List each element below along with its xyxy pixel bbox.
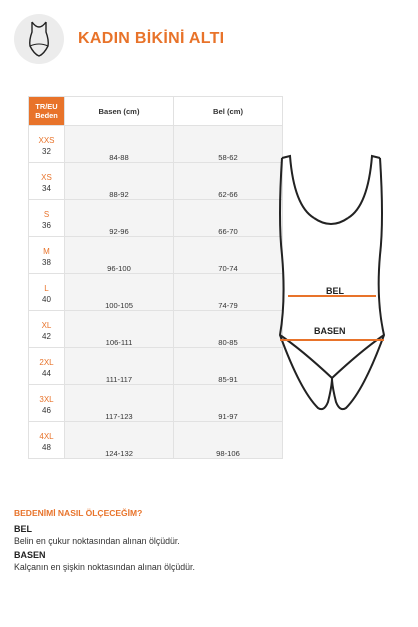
size-column-header bbox=[29, 97, 65, 126]
size-cell bbox=[29, 348, 65, 385]
size-cell bbox=[29, 274, 65, 311]
size-cell bbox=[29, 237, 65, 274]
bel-label: BEL bbox=[326, 286, 344, 296]
size-label: 2XL bbox=[39, 358, 54, 367]
size-cell bbox=[29, 385, 65, 422]
basen-value: 96-100 bbox=[65, 237, 174, 274]
guide-basen-desc: Kalçanın en şişkin noktasından alınan ölçüdür. bbox=[14, 562, 195, 572]
table-header-row bbox=[29, 97, 283, 126]
size-label: XL bbox=[41, 321, 52, 330]
bel-value: 91-97 bbox=[174, 385, 283, 422]
bel-value: 85-91 bbox=[174, 348, 283, 385]
page-title: KADIN BİKİNİ ALTI bbox=[78, 30, 225, 47]
body-figure bbox=[270, 150, 395, 420]
bel-value: 80-85 bbox=[174, 311, 283, 348]
basen-label: BASEN bbox=[314, 326, 346, 336]
guide-basen-term: BASEN bbox=[14, 550, 46, 560]
size-number: 34 bbox=[42, 184, 51, 193]
size-label: XS bbox=[41, 173, 52, 182]
figure-neckline bbox=[314, 218, 348, 224]
size-label: S bbox=[43, 210, 50, 219]
table-row bbox=[29, 348, 283, 385]
size-label: L bbox=[44, 284, 49, 293]
size-number: 38 bbox=[42, 258, 51, 267]
size-cell bbox=[29, 163, 65, 200]
size-number: 44 bbox=[42, 369, 51, 378]
table-row bbox=[29, 422, 283, 459]
size-cell bbox=[29, 200, 65, 237]
guide-title: BEDENİMİ NASIL ÖLÇECEĞİM? bbox=[14, 508, 143, 518]
bel-value: 74-79 bbox=[174, 274, 283, 311]
basen-value: 106-111 bbox=[65, 311, 174, 348]
bel-column-header: Bel (cm) bbox=[174, 97, 283, 126]
basen-value: 88-92 bbox=[65, 163, 174, 200]
basen-value: 100-105 bbox=[65, 274, 174, 311]
size-number: 32 bbox=[42, 147, 51, 156]
size-label: 3XL bbox=[39, 395, 54, 404]
table-row bbox=[29, 385, 283, 422]
bel-value: 58-62 bbox=[174, 126, 283, 163]
basen-value: 84-88 bbox=[65, 126, 174, 163]
size-label: M bbox=[43, 247, 50, 256]
size-label: XXS bbox=[38, 136, 55, 145]
basen-value: 124-132 bbox=[65, 422, 174, 459]
bel-value: 70-74 bbox=[174, 237, 283, 274]
basen-value: 111-117 bbox=[65, 348, 174, 385]
header bbox=[14, 14, 404, 66]
figure-strap-right bbox=[348, 156, 380, 218]
size-number: 36 bbox=[42, 221, 51, 230]
table-row bbox=[29, 274, 283, 311]
table-row bbox=[29, 311, 283, 348]
table-row bbox=[29, 126, 283, 163]
table-row bbox=[29, 200, 283, 237]
size-number: 48 bbox=[42, 443, 51, 452]
table-row bbox=[29, 237, 283, 274]
size-number: 40 bbox=[42, 295, 51, 304]
size-cell bbox=[29, 422, 65, 459]
size-header-line2: Beden bbox=[35, 111, 58, 120]
bel-value: 62-66 bbox=[174, 163, 283, 200]
basen-value: 117-123 bbox=[65, 385, 174, 422]
bel-value: 98-106 bbox=[174, 422, 283, 459]
size-cell bbox=[29, 311, 65, 348]
basen-column-header: Basen (cm) bbox=[65, 97, 174, 126]
size-number: 42 bbox=[42, 332, 51, 341]
figure-strap-left bbox=[282, 156, 314, 218]
guide-bel-desc: Belin en çukur noktasından alınan ölçüdür. bbox=[14, 536, 180, 546]
table-row bbox=[29, 163, 283, 200]
bel-value: 66-70 bbox=[174, 200, 283, 237]
logo bbox=[14, 14, 64, 64]
size-table bbox=[28, 96, 283, 459]
size-number: 46 bbox=[42, 406, 51, 415]
size-label: 4XL bbox=[39, 432, 54, 441]
swimsuit-icon bbox=[24, 20, 54, 58]
basen-value: 92-96 bbox=[65, 200, 174, 237]
measurement-guide bbox=[14, 508, 404, 576]
size-header-line1: TR/EU bbox=[35, 102, 58, 111]
guide-bel-term: BEL bbox=[14, 524, 32, 534]
size-cell bbox=[29, 126, 65, 163]
